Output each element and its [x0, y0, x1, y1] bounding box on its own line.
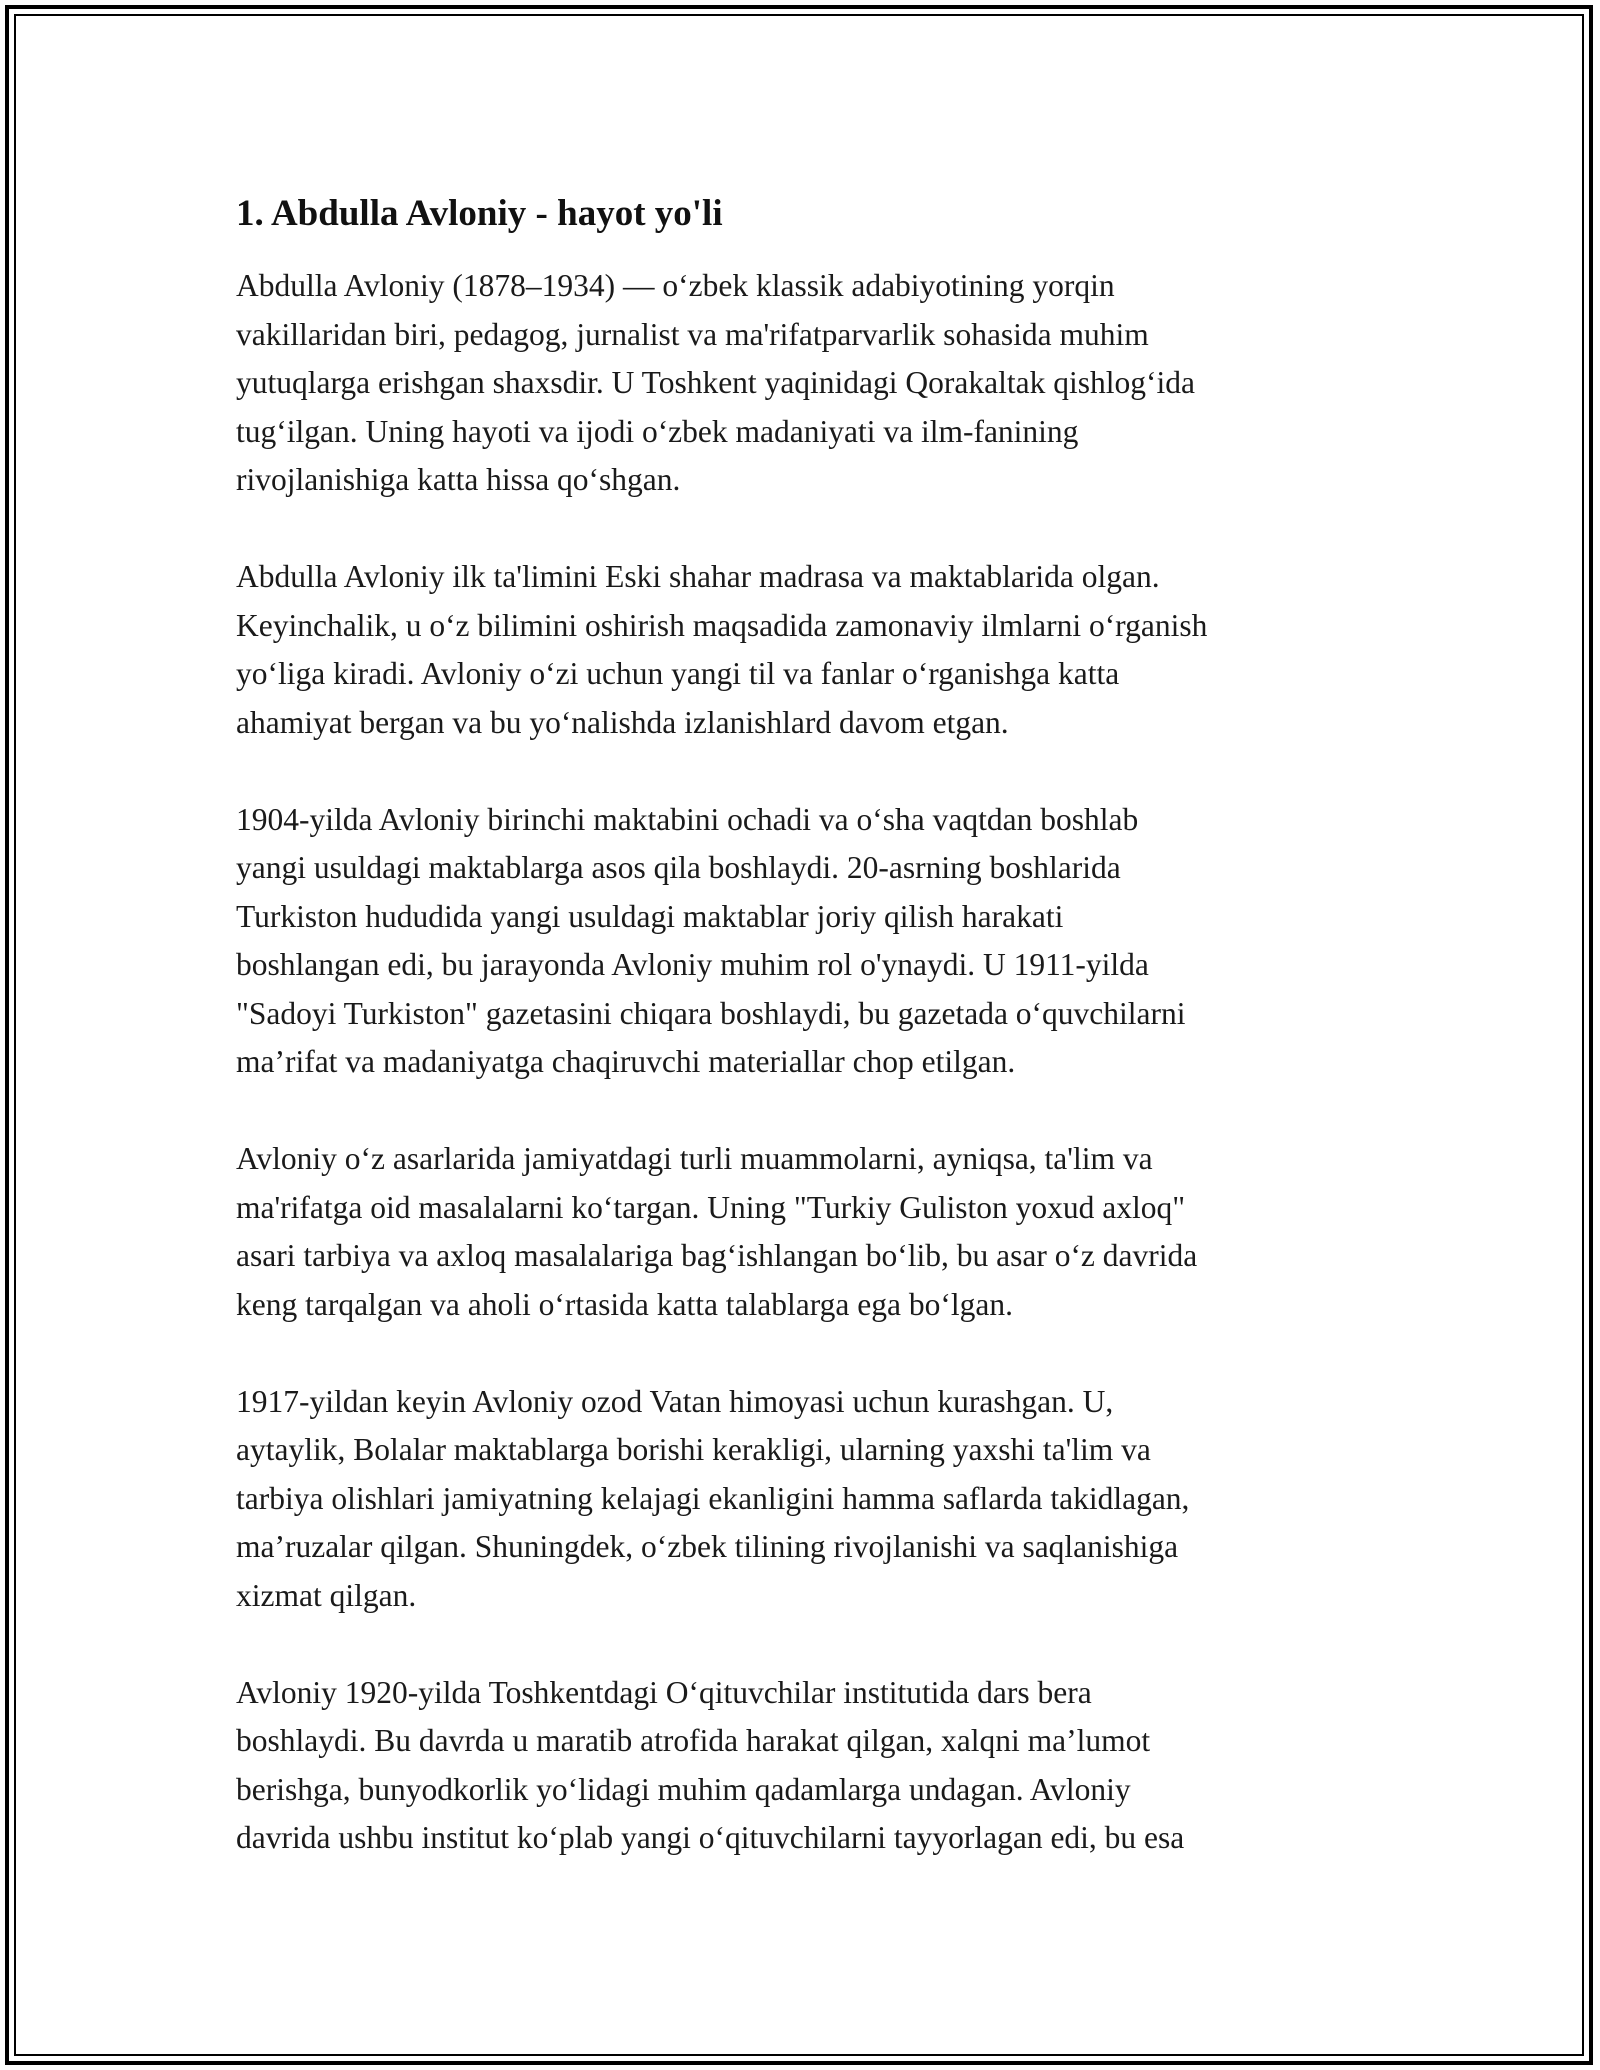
- paragraph-5: 1917-yildan keyin Avloniy ozod Vatan himoyasi uchun kurashgan. U, aytaylik, Bolalar maktablarga borishi kerakligi, ularning yaxshi ta'lim va tarbiya olishlari jamiyatning kelajagi ekanligini hamma saflarda takidlagan, ma’ruzalar qilgan. Shuningdek, o‘zbek tilining rivojlanishi va saqlanishiga xizmat qilgan.: [236, 1383, 1190, 1613]
- document-title: 1. Abdulla Avloniy - hayot yo'li: [236, 193, 723, 234]
- paragraph-6: Avloniy 1920-yilda Toshkentdagi O‘qituvchilar institutida dars bera boshlaydi. Bu davrda u maratib atrofida harakat qilgan, xalqni ma’lumot berishga, bunyodkorlik yo‘lidagi muhim qadamlarga undagan. Avloniy davrida ushbu institut ko‘plab yangi o‘qituvchilarni tayyorlagan edi, bu esa: [236, 1674, 1185, 1855]
- paragraph-3: 1904-yilda Avloniy birinchi maktabini ochadi va o‘sha vaqtdan boshlab yangi usuldagi maktablarga asos qila boshlaydi. 20-asrning boshlarida Turkiston hududida yangi usuldagi maktablar joriy qilish harakati boshlangan edi, bu jarayonda Avloniy muhim rol o'ynaydi. U 1911-yilda "Sadoyi Turkiston" gazetasini chiqara boshlaydi, bu gazetada o‘quvchilarni ma’rifat va madaniyatga chaqiruvchi materiallar chop etilgan.: [236, 801, 1186, 1079]
- paragraph-1: Abdulla Avloniy (1878–1934) — o‘zbek klassik adabiyotining yorqin vakillaridan biri, pedagog, jurnalist va ma'rifatparvarlik sohasida muhim yutuqlarga erishgan shaxsdir. U Toshkent yaqinidagi Qorakaltak qishlog‘ida tug‘ilgan. Uning hayoti va ijodi o‘zbek madaniyati va ilm-fanining rivojlanishiga katta hissa qo‘shgan.: [236, 268, 1195, 497]
- paragraph-4: Avloniy o‘z asarlarida jamiyatdagi turli muammolarni, ayniqsa, ta'lim va ma'rifatga oid masalalarni ko‘targan. Uning "Turkiy Guliston yoxud axloq" asari tarbiya va axloq masalalariga bag‘ishlangan bo‘lib, bu asar o‘z davrida keng tarqalgan va aholi o‘rtasida katta talablarga ega bo‘lgan.: [236, 1141, 1198, 1322]
- document-body: [236, 188, 1376, 1911]
- paragraph-2: Abdulla Avloniy ilk ta'limini Eski shahar madrasa va maktablarida olgan. Keyinchalik, u o‘z bilimini oshirish maqsadida zamonaviy ilmlarni o‘rganish yo‘liga kiradi. Avloniy o‘zi uchun yangi til va fanlar o‘rganishga katta ahamiyat bergan va bu yo‘nalishda izlanishlard davom etgan.: [236, 559, 1208, 740]
